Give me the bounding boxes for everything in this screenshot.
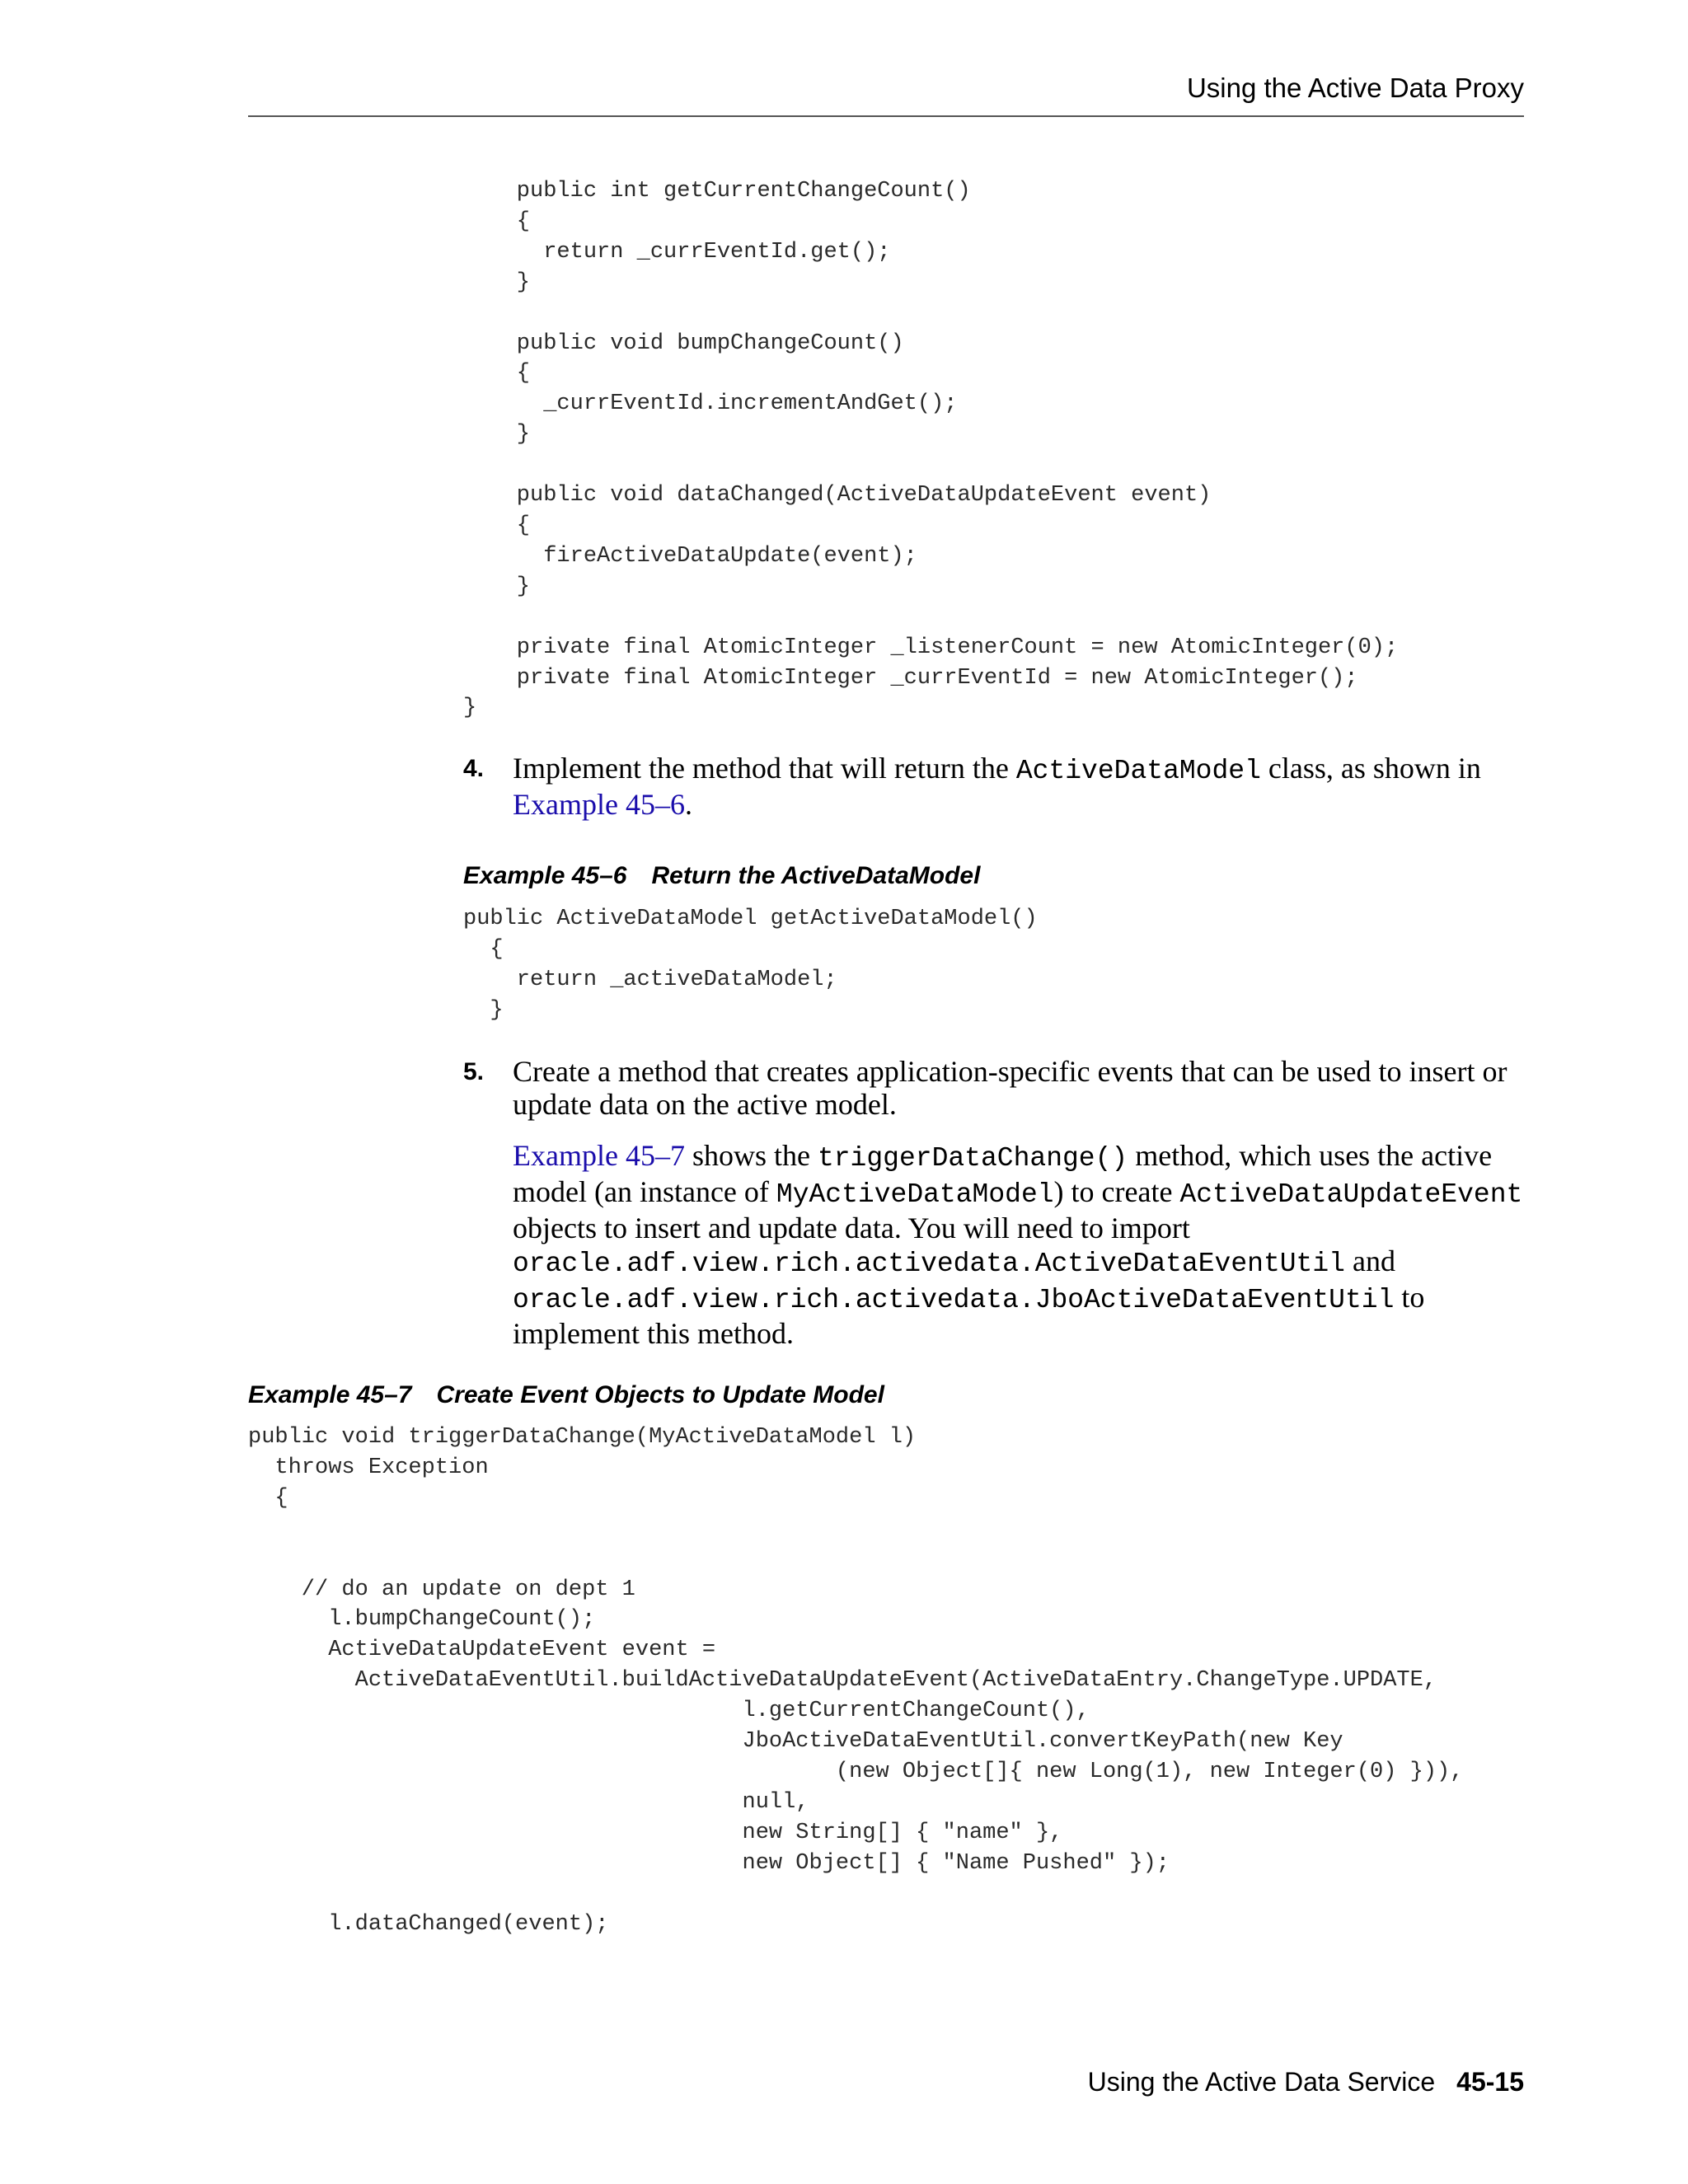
code-line: { <box>463 513 531 538</box>
footer-chapter-title: Using the Active Data Service <box>1087 2067 1436 2097</box>
step-4-text-before: Implement the method that will return the <box>513 752 1016 785</box>
step-5-para-text-1: shows the <box>684 1139 818 1172</box>
code-line: public void triggerDataChange(MyActiveDataModel l) <box>248 1425 917 1450</box>
code-line: l.getCurrentChangeCount(), <box>248 1699 1090 1724</box>
step-4-code: ActiveDataModel <box>1015 756 1261 786</box>
code-block-listener <box>463 176 1398 724</box>
code-line: // do an update on dept 1 <box>248 1577 635 1602</box>
code-line: { <box>463 361 531 387</box>
code-line: fireActiveDataUpdate(event); <box>463 543 917 569</box>
header-divider <box>248 115 1524 117</box>
code-line: { <box>248 1485 288 1511</box>
code-line: } <box>463 269 531 295</box>
step-5-code-3: ActiveDataUpdateEvent <box>1179 1179 1523 1210</box>
code-line: public ActiveDataModel getActiveDataModel() <box>463 907 1038 931</box>
code-line: { <box>463 936 504 962</box>
code-block-example-45-7 <box>248 1422 1463 1939</box>
code-line: } <box>463 574 531 599</box>
code-line: ActiveDataEventUtil.buildActiveDataUpdateEvent(ActiveDataEntry.ChangeType.UPDATE, <box>248 1668 1437 1694</box>
example-45-7-caption <box>248 1381 884 1409</box>
code-line: JboActiveDataEventUtil.convertKeyPath(new Key <box>248 1729 1343 1755</box>
step-5-code-4: oracle.adf.view.rich.activedata.ActiveDataEventUtil <box>513 1249 1345 1279</box>
code-line: ActiveDataUpdateEvent event = <box>248 1638 716 1663</box>
step-5-code-5: oracle.adf.view.rich.activedata.JboActiveDataEventUtil <box>513 1285 1395 1315</box>
step-4-text-after: . <box>684 788 692 821</box>
step-number-4: 4. <box>463 755 485 782</box>
example-45-6-title: Return the ActiveDataModel <box>651 862 981 889</box>
page-number: 45-15 <box>1456 2067 1524 2097</box>
step-5-code-1: triggerDataChange() <box>817 1143 1128 1174</box>
code-line: } <box>463 422 531 448</box>
code-line: throws Exception <box>248 1455 489 1480</box>
code-line: l.bumpChangeCount(); <box>248 1607 596 1633</box>
code-line: public void dataChanged(ActiveDataUpdateEvent event) <box>463 483 1212 509</box>
code-line <box>248 1514 1463 1544</box>
step-5-para-text-5: and <box>1344 1244 1395 1277</box>
code-line: return _currEventId.get(); <box>463 239 891 265</box>
code-line <box>248 1879 1463 1910</box>
step-5-para-text-4: objects to insert and update data. You will need to import <box>513 1212 1190 1244</box>
step-number-5: 5. <box>463 1058 485 1085</box>
code-line: public void bumpChangeCount() <box>463 330 904 356</box>
code-line <box>463 298 1398 329</box>
code-block-example-45-6 <box>463 904 1038 1026</box>
step-5-code-2: MyActiveDataModel <box>776 1179 1054 1210</box>
step-4-text-mid: class, as shown in <box>1260 752 1481 785</box>
example-45-7-link[interactable]: Example 45–7 <box>513 1139 685 1172</box>
code-line: public int getCurrentChangeCount() <box>463 179 971 204</box>
code-line <box>248 1544 1463 1575</box>
example-45-6-label: Example 45–6 <box>463 862 627 889</box>
code-line: } <box>463 997 504 1023</box>
step-5-paragraph <box>513 1139 1526 1350</box>
step-5-text: Create a method that creates application-specific events that can be used to insert or update data on the active model. <box>513 1055 1507 1121</box>
code-line <box>463 450 1398 480</box>
code-line: } <box>463 696 477 721</box>
code-line: (new Object[]{ new Long(1), new Integer(0) })), <box>248 1759 1464 1784</box>
code-line: null, <box>248 1789 809 1815</box>
code-line: new Object[] { "Name Pushed" }); <box>248 1850 1170 1876</box>
code-line: private final AtomicInteger _listenerCount = new AtomicInteger(0); <box>463 635 1399 660</box>
running-footer <box>824 2067 1524 2097</box>
running-header: Using the Active Data Proxy <box>1186 73 1524 103</box>
example-45-6-link[interactable]: Example 45–6 <box>513 788 685 821</box>
code-line: { <box>463 209 531 234</box>
step-4-text <box>513 752 1526 821</box>
step-5-para-text-3: ) to create <box>1053 1175 1180 1208</box>
step-5-para-text-2: method, which uses the active model (an instance of <box>513 1139 1493 1208</box>
example-45-6-caption <box>463 862 980 890</box>
code-line: return _activeDataModel; <box>463 967 837 992</box>
code-line <box>463 602 1398 633</box>
code-line: _currEventId.incrementAndGet(); <box>463 391 958 417</box>
code-line: new String[] { "name" }, <box>248 1820 1063 1845</box>
example-45-7-label: Example 45–7 <box>248 1381 412 1408</box>
example-45-7-title: Create Event Objects to Update Model <box>436 1381 884 1408</box>
code-line: private final AtomicInteger _currEventId = new AtomicInteger(); <box>463 665 1358 691</box>
step-5-para-text-6: to implement this method. <box>513 1281 1425 1350</box>
code-line: l.dataChanged(event); <box>248 1911 609 1937</box>
